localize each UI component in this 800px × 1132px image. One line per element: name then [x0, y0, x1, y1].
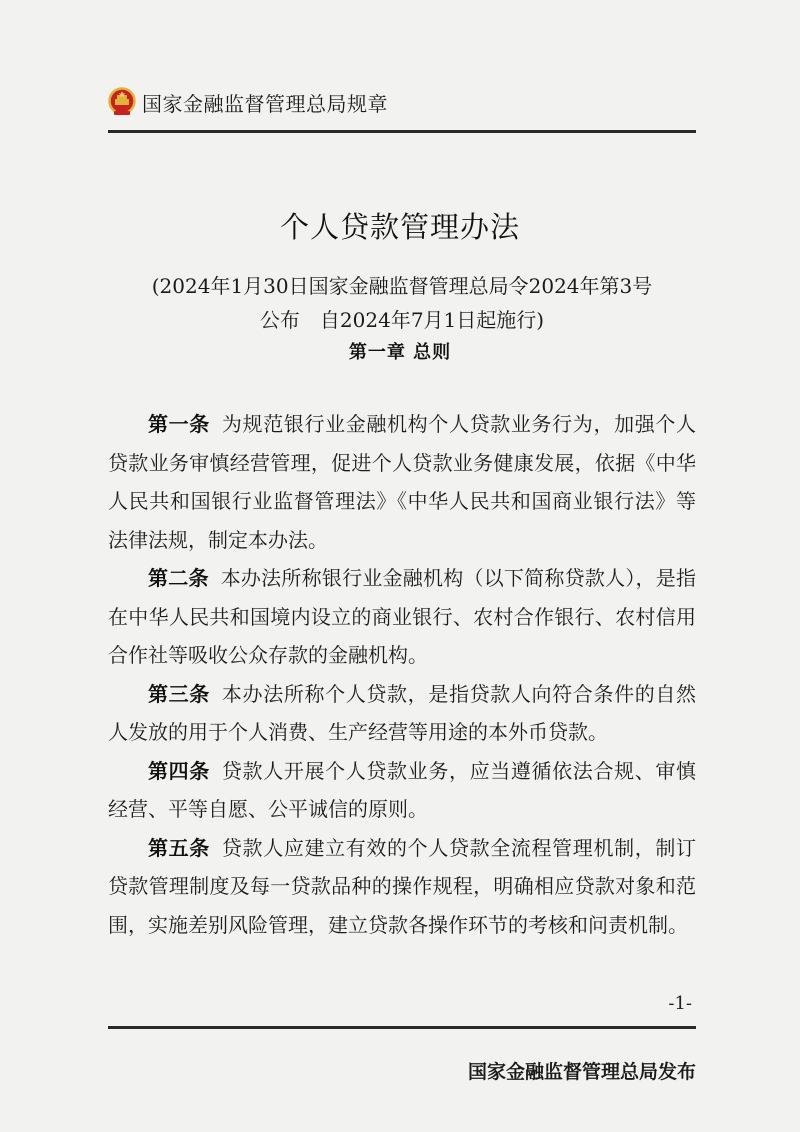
- header-divider: [108, 130, 696, 133]
- article-3: [108, 675, 696, 752]
- article-label: 第四条: [148, 758, 210, 783]
- article-text: 为规范银行业金融机构个人贷款业务行为，加强个人贷款业务审慎经营管理，促进个人贷款业务健康发展，依据《中华人民共和国银行业监督管理法》《中华人民共和国商业银行法》等法律法规，制定本办法。: [108, 412, 697, 552]
- subtitle-line-2: 公布 自2024年7月1日起施行): [259, 308, 545, 332]
- article-text: 贷款人开展个人贷款业务，应当遵循依法合规、审慎经营、平等自愿、公平诚信的原则。: [108, 758, 697, 821]
- article-label: 第二条: [148, 566, 209, 590]
- article-label: 第三条: [148, 681, 210, 706]
- header-title: 国家金融监督管理总局规章: [142, 91, 388, 116]
- article-label: 第一条: [148, 412, 210, 436]
- national-emblem-icon: [108, 87, 136, 117]
- article-label: 第五条: [148, 835, 210, 860]
- article-2: [108, 559, 696, 675]
- document-header: [108, 82, 388, 122]
- article-4: [108, 752, 696, 829]
- publisher-footer: 国家金融监督管理总局发布: [467, 1061, 696, 1083]
- subtitle-line-1: (2024年1月30日国家金融监督管理总局令2024年第3号: [151, 274, 653, 298]
- article-1: [108, 405, 696, 559]
- chapter-heading: 第一章 总则: [348, 342, 452, 363]
- document-title: 个人贷款管理办法: [279, 210, 520, 244]
- article-5: [108, 829, 696, 945]
- article-text: 本办法所称个人贷款，是指贷款人向符合条件的自然人发放的用于个人消费、生产经营等用途的本外币贷款。: [108, 681, 697, 744]
- article-list: [108, 405, 696, 944]
- article-text: 贷款人应建立有效的个人贷款全流程管理机制，制订贷款管理制度及每一贷款品种的操作规程，明确相应贷款对象和范围，实施差别风险管理，建立贷款各操作环节的考核和问责机制。: [108, 835, 697, 937]
- document-subtitle: [108, 269, 696, 337]
- page-number: -1-: [668, 993, 692, 1014]
- article-text: 本办法所称银行业金融机构（以下简称贷款人），是指在中华人民共和国境内设立的商业银行、农村合作银行、农村信用合作社等吸收公众存款的金融机构。: [108, 566, 697, 667]
- footer-divider: [108, 1026, 696, 1029]
